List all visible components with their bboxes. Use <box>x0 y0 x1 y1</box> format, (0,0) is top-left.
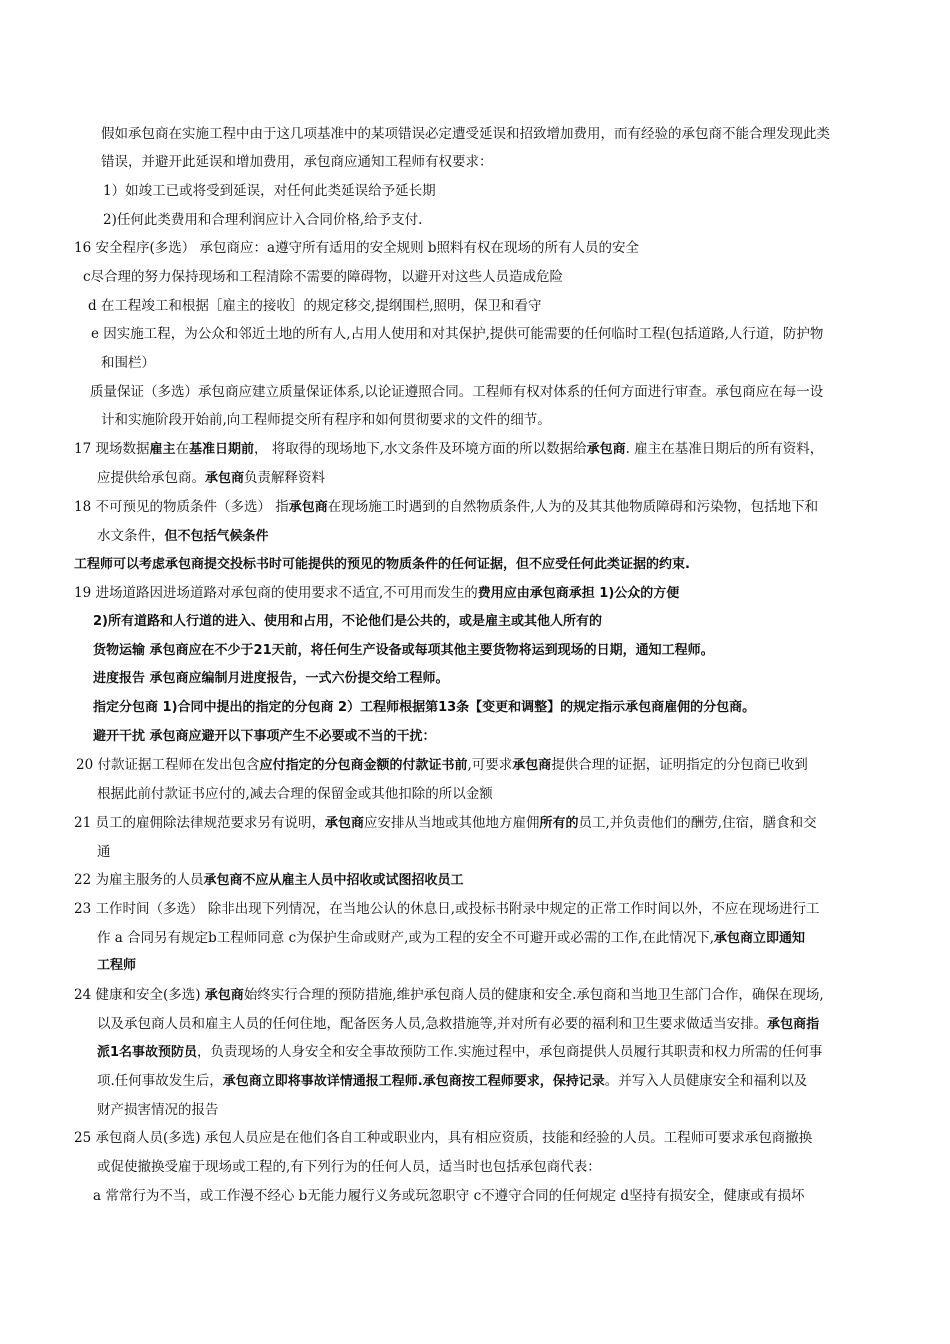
text-line <box>74 440 823 459</box>
text-line <box>74 498 818 517</box>
text-line: a 常常行为不当，或工作漫不经心 b无能力履行义务或玩忽职守 c不遵守合同的任何规定 d坚持有损安全，健康或有损坏 <box>93 1188 805 1204</box>
text-line: 和围栏） <box>101 355 155 371</box>
text-line: 2)任何此类费用和合理利润应计入合同价格,给予支付. <box>103 212 423 228</box>
bold-text: 基准日期前 <box>189 442 255 457</box>
bold-text: 承包商指 <box>767 1017 820 1032</box>
text-line: 25 承包商人员(多选) 承包人员应是在他们各自工种或职业内，具有相应资质，技能和经验的人员。工程师可要求承包商撤换 <box>74 1130 813 1146</box>
text-span: 应提供给承包商。 <box>97 470 205 486</box>
text-line: 通 <box>97 844 111 860</box>
bold-text: 雇主 <box>149 442 176 457</box>
text-span: 水文条件， <box>97 528 165 544</box>
text-line: 避开干扰 承包商应避开以下事项产生不必要或不当的干扰： <box>93 729 436 744</box>
text-span: 员工,并负责他们的酬劳,住宿，膳食和交 <box>578 815 817 831</box>
text-line: 错误，并避开此延误和增加费用，承包商应通知工程师有权要求： <box>101 154 493 170</box>
text-span: 21 员工的雇佣除法律规范要求另有说明， <box>74 815 325 831</box>
text-line: 工程师 <box>97 958 137 973</box>
text-span: 负责解释资料 <box>244 470 326 486</box>
text-span: ，负责现场的人身安全和安全事故预防工作.实施过程中，承包商提供人员履行其职责和权力所需的任何事 <box>197 1044 823 1060</box>
text-span: 在现场施工时遇到的自然物质条件,人为的及其其他物质障碍和污染物，包括地下和 <box>327 499 819 515</box>
bold-text: 承包商 <box>205 471 245 486</box>
text-span: 18 不可预见的物质条件（多选） 指 <box>74 499 289 515</box>
bold-text: 承包商立即通知 <box>714 931 806 946</box>
text-line <box>74 584 679 603</box>
bold-text: 应付指定的分包商金额的付款证书前 <box>259 758 468 773</box>
text-span: 作 a 合同另有规定b工程师同意 c为保护生命或财产,或为工程的安全不可避开或必需的工作,在此情况下, <box>97 930 714 946</box>
text-span: 在 <box>175 441 189 457</box>
text-line: c尽合理的努力保持现场和工程清除不需要的障碍物，以避开对这些人员造成危险 <box>83 269 564 285</box>
text-line <box>97 527 269 546</box>
bold-text: 承包商 <box>204 988 244 1003</box>
bold-text: 承包商 <box>512 758 552 773</box>
text-span: 17 现场数据 <box>74 441 150 457</box>
bold-text: 派1名事故预防员 <box>97 1045 198 1060</box>
text-line <box>74 814 817 833</box>
text-line: 1）如竣工已或将受到延误，对任何此类延误给予延长期 <box>103 183 436 199</box>
text-line: 进度报告 承包商应编制月进度报告，一式六份提交给工程师。 <box>93 671 449 686</box>
text-line: 质量保证（多选）承包商应建立质量保证体系,以论证遵照合同。工程师有权对体系的任何方面进行审查。承包商应在每一设 <box>90 384 824 400</box>
bold-text: 承包商 <box>288 500 328 515</box>
text-line <box>74 986 824 1005</box>
bold-text: 但不包括气候条件 <box>164 529 269 544</box>
text-line: 工程师可以考虑承包商提交投标书时可能提供的预见的物质条件的任何证据，但不应受任何此类证据的约束. <box>74 557 690 572</box>
text-line: 财产损害情况的报告 <box>97 1102 219 1118</box>
text-line: 16 安全程序(多选） 承包商应：a遵守所有适用的安全规则 b照料有权在现场的所有人员的安全 <box>74 240 640 256</box>
text-line: 23 工作时间（多选） 除非出现下列情况，在当地公认的休息日,或投标书附录中规定的正常工作时间以外，不应在现场进行工 <box>74 901 820 917</box>
text-span: 19 进场道路因进场道路对承包商的使用要求不适宜,不可用而发生的 <box>74 585 478 601</box>
text-line <box>97 1072 807 1091</box>
text-span: . 雇主在基准日期后的所有资料， <box>625 441 824 457</box>
text-span: 提供合理的证据，证明指定的分包商已收到 <box>551 757 808 773</box>
bold-text: 费用应由承包商承担 1)公众的方便 <box>477 586 680 601</box>
text-span: 22 为雇主服务的人员 <box>74 872 204 888</box>
text-line <box>74 871 464 890</box>
text-line <box>97 1043 822 1062</box>
bold-text: 承包商 <box>586 442 626 457</box>
text-line: 假如承包商在实施工程中由于这几项基准中的某项错误必定遭受延误和招致增加费用，而有经验的承包商不能合理发现此类 <box>101 126 830 142</box>
text-line: e 因实施工程，为公众和邻近土地的所有人,占用人使用和对其保护,提供可能需要的任何临时工程(包括道路,人行道，防护物 <box>91 326 824 342</box>
text-line: d 在工程竣工和根据［雇主的接收］的规定移交,提纲围栏,照明，保卫和看守 <box>88 298 542 314</box>
text-span: 20 付款证据工程师在发出包含 <box>76 757 260 773</box>
text-span: 始终实行合理的预防措施,维护承包商人员的健康和安全.承包商和当地卫生部门合作，确保在现场, <box>243 987 824 1003</box>
text-line: 根据此前付款证书应付的,减去合理的保留金或其他扣除的所以金额 <box>97 786 493 802</box>
bold-text: 承包商立即将事故详情通报工程师.承包商按工程师要求，保持记录 <box>222 1074 605 1089</box>
text-line: 计和实施阶段开始前,向工程师提交所有程序和如何贯彻要求的文件的细节。 <box>101 412 551 428</box>
text-line <box>76 756 808 775</box>
text-span: ， 将取得的现场地下,水文条件及环境方面的所以数据给 <box>254 441 587 457</box>
text-span: 。并写入人员健康安全和福利以及 <box>604 1073 808 1089</box>
text-span: 项.任何事故发生后， <box>97 1073 223 1089</box>
text-line <box>97 469 325 488</box>
bold-text: 承包商不应从雇主人员中招收或试图招收员工 <box>203 873 464 888</box>
text-span: 应安排从当地或其他地方雇佣 <box>364 815 540 831</box>
text-line <box>97 929 805 948</box>
text-span: ,可要求 <box>467 757 513 773</box>
text-line: 指定分包商 1)合同中提出的指定的分包商 2）工程师根据第13条【变更和调整】的规定指示承包商雇佣的分包商。 <box>93 700 756 715</box>
bold-text: 承包商 <box>324 816 364 831</box>
text-line: 或促使撤换受雇于现场或工程的,有下列行为的任何人员，适当时也包括承包商代表： <box>97 1159 601 1175</box>
text-line: 货物运输 承包商应在不少于21天前，将任何生产设备或每项其他主要货物将运到现场的日期，通知工程师。 <box>93 643 714 658</box>
text-line <box>97 1015 819 1034</box>
text-line: 2)所有道路和人行道的进入、使用和占用，不论他们是公共的，或是雇主或其他人所有的 <box>93 614 602 629</box>
text-span: 以及承包商人员和雇主人员的任何住地，配备医务人员,急救措施等,并对所有必要的福利和卫生要求做适当安排。 <box>97 1016 768 1032</box>
text-span: 24 健康和安全(多选) <box>74 987 205 1003</box>
bold-text: 所有的 <box>539 816 579 831</box>
